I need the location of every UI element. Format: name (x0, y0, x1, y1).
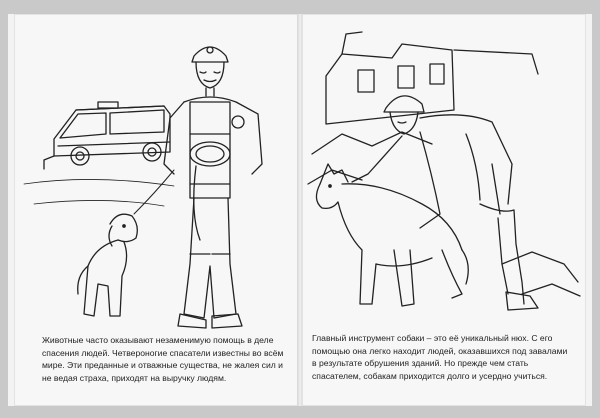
labrador-dog-drawing (78, 214, 138, 316)
firefighter-with-dog-illustration (14, 14, 298, 334)
rescuer-drawing (352, 96, 538, 310)
right-page (302, 14, 586, 406)
firefighter-drawing (164, 47, 262, 328)
book-spread (8, 14, 592, 406)
left-page (14, 14, 298, 406)
left-page-caption: Животные часто оказывают незаменимую помощь в деле спасения людей. Четвероногие спасатели известны во всём мире. Эти преданные и отважные существа, не жалея сил и не ведая страха, приходят на выручку людям. (42, 335, 284, 383)
rescuer-with-dog-illustration (302, 14, 586, 332)
ambulance-van-drawing (44, 102, 170, 169)
right-page-caption: Главный инструмент собаки – это её уникальный нюх. С его помощью она легко находит людей, оказавшихся под завалами в результате обрушения зданий. Но прежде чем стать спасателем, собакам приходится долго и усердно учиться. (312, 333, 568, 381)
shepherd-dog-drawing (316, 164, 468, 306)
